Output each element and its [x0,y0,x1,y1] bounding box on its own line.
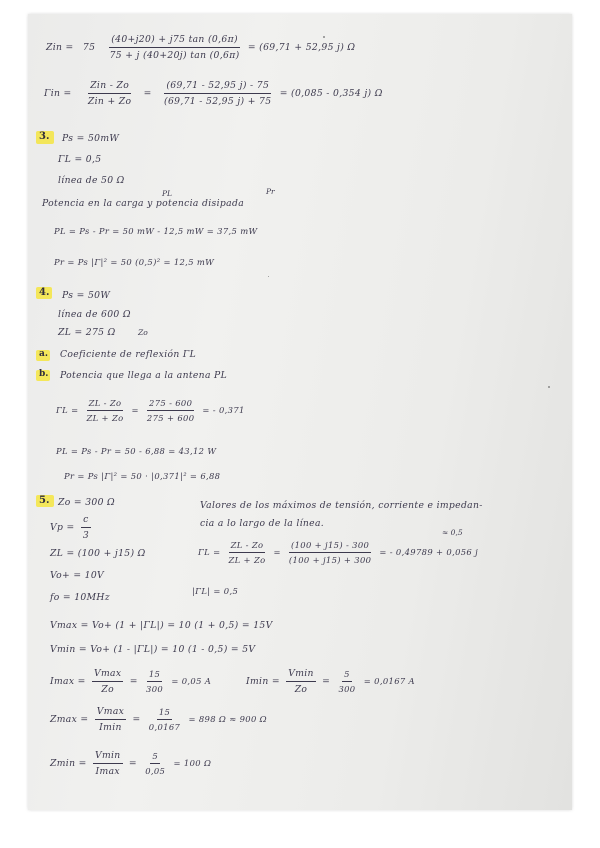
notebook-page [28,14,572,810]
s5-gamma-den: ZL + Zo [228,555,266,565]
zin-lhs: Zin = [46,42,74,53]
s5-imax-fraction-values [144,669,165,694]
s5-f0: fo = 10MHz [50,592,110,603]
s3-pl-eq: PL = Ps - Pr = 50 mW - 12,5 mW = 37,5 mW [54,226,258,236]
gamma-in-num-value: (69,71 - 52,95 j) - 75 [164,80,271,94]
gamma-in-equation: Γin = $\frac{\text{Zin - Zo}}{\text{Zin + Zo}}$ = $\frac{(69,71 - 52,95 j) - 75}{(69,71 - 52,95 j) + 75}$ = (0,085 - 0,354 j) Ω [44,80,383,107]
s5-zmin-fraction [93,750,123,777]
s5-zmin: Zmin = $\frac{Vmin}{Imax}$ = $\frac{5}{0,05}$ = 100 Ω [50,750,212,777]
s5-z0: Zo = 300 Ω [58,497,116,508]
s5-vp-num: c [81,514,91,528]
s5-imin-result: = 0,0167 A [363,676,415,686]
s5-gamma-result: = - 0,49789 + 0,056 j [379,547,479,557]
s5-zmax-den-value: 0,0167 [148,722,181,732]
s5-zmax-fraction [95,706,126,733]
gamma-in-result: = (0,085 - 0,354 j) Ω [279,88,383,99]
s5-vp-den: 3 [82,530,90,541]
gamma-in-fraction-symbolic [86,80,134,107]
s4-gamma-result: = - 0,371 [202,405,245,415]
s5-gamma-fraction-numeric [287,540,373,565]
s5-imin-den-value: 300 [338,684,356,694]
paper-speck [268,276,269,277]
gamma-in-den-value: (69,71 - 52,95 j) + 75 [164,96,272,107]
s5-title-line2: cia a lo largo de la línea. [200,518,325,529]
s5-vmax: Vmax = Vo+ (1 + |ΓL|) = 10 (1 + 0,5) = 15V [50,620,273,631]
s3-line: línea de 50 Ω [58,175,125,186]
zin-fraction [108,34,242,61]
s4-gamma-fraction-symbolic [84,398,125,423]
s5-title-line1: Valores de los máximos de tensión, corriente e impedan- [200,500,483,511]
s4-gamma-lhs: ΓL = [56,405,79,415]
s3-mark-pr: Pr [266,187,275,196]
s5-imin-lhs: Imin = [246,676,280,687]
s5-zmin-lhs: Zmin = [50,758,87,769]
s5-vp [50,514,94,541]
s4-zl: ZL = 275 Ω [58,327,116,338]
s3-ps: Ps = 50mW [62,133,120,144]
s5-imax: Imax = $\frac{Vmax}{Zo}$ = $\frac{15}{300}$ = 0,05 A [50,668,212,695]
s4-a-text: Coeficiente de reflexión ΓL [60,349,197,360]
zin-numerator: (40+j20) + j75 tan (0,6π) [109,34,240,48]
s4-pr-eq: Pr = Ps |Γ|² = 50 · |0,371|² = 6,88 [64,471,221,481]
s5-zmax-lhs: Zmax = [50,714,89,725]
s5-zmin-num-value: 5 [150,751,160,764]
s5-vp-lhs: Vp = [50,522,75,533]
section-4-number: 4. [39,287,50,298]
gamma-in-numerator: Zin - Zo [88,80,131,94]
s5-imax-num: Vmax [92,668,123,682]
s5-imax-result: = 0,05 A [171,676,212,686]
s5-imax-den: Zo [101,684,115,695]
s5-zmax-result: = 898 Ω ≈ 900 Ω [188,714,267,724]
zin-denominator: 75 + j (40+20j) tan (0,6π) [109,50,240,61]
s5-zmax-fraction-values [147,707,182,732]
s4-mark-zo: Zo [138,328,148,337]
s5-imax-fraction [92,668,123,695]
s5-gamma-num-value: (100 + j15) - 300 [289,540,371,553]
s5-imin: Imin = $\frac{Vmin}{Zo}$ = $\frac{5}{300}$ = 0,0167 A [246,668,415,695]
s5-imax-num-value: 15 [147,669,162,682]
s5-gamma-den-value: (100 + j15) + 300 [288,555,372,565]
s3-pr-eq: Pr = Ps |Γ|² = 50 (0,5)² = 12,5 mW [54,257,215,267]
s5-zmin-num: Vmin [93,750,123,764]
gamma-in-lhs: Γin = [44,88,72,99]
s5-zl: ZL = (100 + j15) Ω [50,548,146,559]
s4-line: línea de 600 Ω [58,309,131,320]
s5-zmin-den-value: 0,05 [145,766,166,776]
s5-zmax-den: Imin [99,722,122,733]
s4-gamma-fraction-numeric [145,398,196,423]
s5-zmax-num: Vmax [95,706,126,720]
s5-gamma-approx-mark: ≈ 0,5 [442,528,463,537]
section-3-number: 3. [39,131,50,142]
s5-imin-fraction [286,668,316,695]
s4-b-label: b. [39,369,49,379]
s5-imax-den-value: 300 [146,684,164,694]
s4-gamma-den: ZL + Zo [86,413,124,423]
s5-vp-fraction [81,514,91,541]
section-5-number: 5. [39,495,50,506]
s5-gamma-num: ZL - Zo [229,540,266,553]
s3-gamma: ΓL = 0,5 [58,154,102,165]
s4-b-text: Potencia que llega a la antena PL [60,370,228,381]
s4-pl-eq: PL = Ps - Pr = 50 - 6,88 = 43,12 W [56,446,217,456]
zin-result: = (69,71 + 52,95 j) Ω [247,42,356,53]
s3-mark-pl: PL [162,189,173,198]
s5-vmin: Vmin = Vo+ (1 - |ΓL|) = 10 (1 - 0,5) = 5V [50,644,256,655]
paper-speck [548,386,550,388]
s4-gamma-num: ZL - Zo [87,398,124,411]
s5-v0: Vo+ = 10V [50,570,105,581]
s5-zmax: Zmax = $\frac{Vmax}{Imin}$ = $\frac{15}{0,0167}$ = 898 Ω ≈ 900 Ω [50,706,267,733]
s5-zmin-result: = 100 Ω [173,758,212,768]
s4-gamma-equation: ΓL = $\frac{ZL - Zo}{ZL + Zo}$ = $\frac{275 - 600}{275 + 600}$ = - 0,371 [56,398,245,423]
s4-a-label: a. [39,349,48,359]
s4-ps: Ps = 50W [62,290,111,301]
zin-z0: 75 [82,42,96,53]
gamma-in-fraction-numeric [162,80,273,107]
s5-zmax-num-value: 15 [157,707,172,720]
s5-imin-num-value: 5 [342,669,352,682]
s5-imin-den: Zo [294,684,308,695]
s5-gamma-equation: ΓL = $\frac{ZL - Zo}{ZL + Zo}$ = $\frac{(100 + j15) - 300}{(100 + j15) + 300}$ = - 0,49789 + 0,056 j [198,540,479,565]
s4-gamma-den-value: 275 + 600 [146,413,195,423]
s5-gamma-abs: |ΓL| = 0,5 [192,586,239,596]
s5-zmin-fraction-values [143,751,167,776]
s5-imin-num: Vmin [286,668,316,682]
zin-equation [46,34,355,61]
gamma-in-denominator: Zin + Zo [87,96,132,107]
s5-imax-lhs: Imax = [50,676,86,687]
s5-imin-fraction-values [336,669,357,694]
s3-heading: Potencia en la carga y potencia disipada [42,198,245,209]
s5-gamma-lhs: ΓL = [198,547,221,557]
s5-zmin-den: Imax [95,766,120,777]
s4-gamma-num-value: 275 - 600 [147,398,194,411]
s5-gamma-fraction-symbolic [226,540,267,565]
